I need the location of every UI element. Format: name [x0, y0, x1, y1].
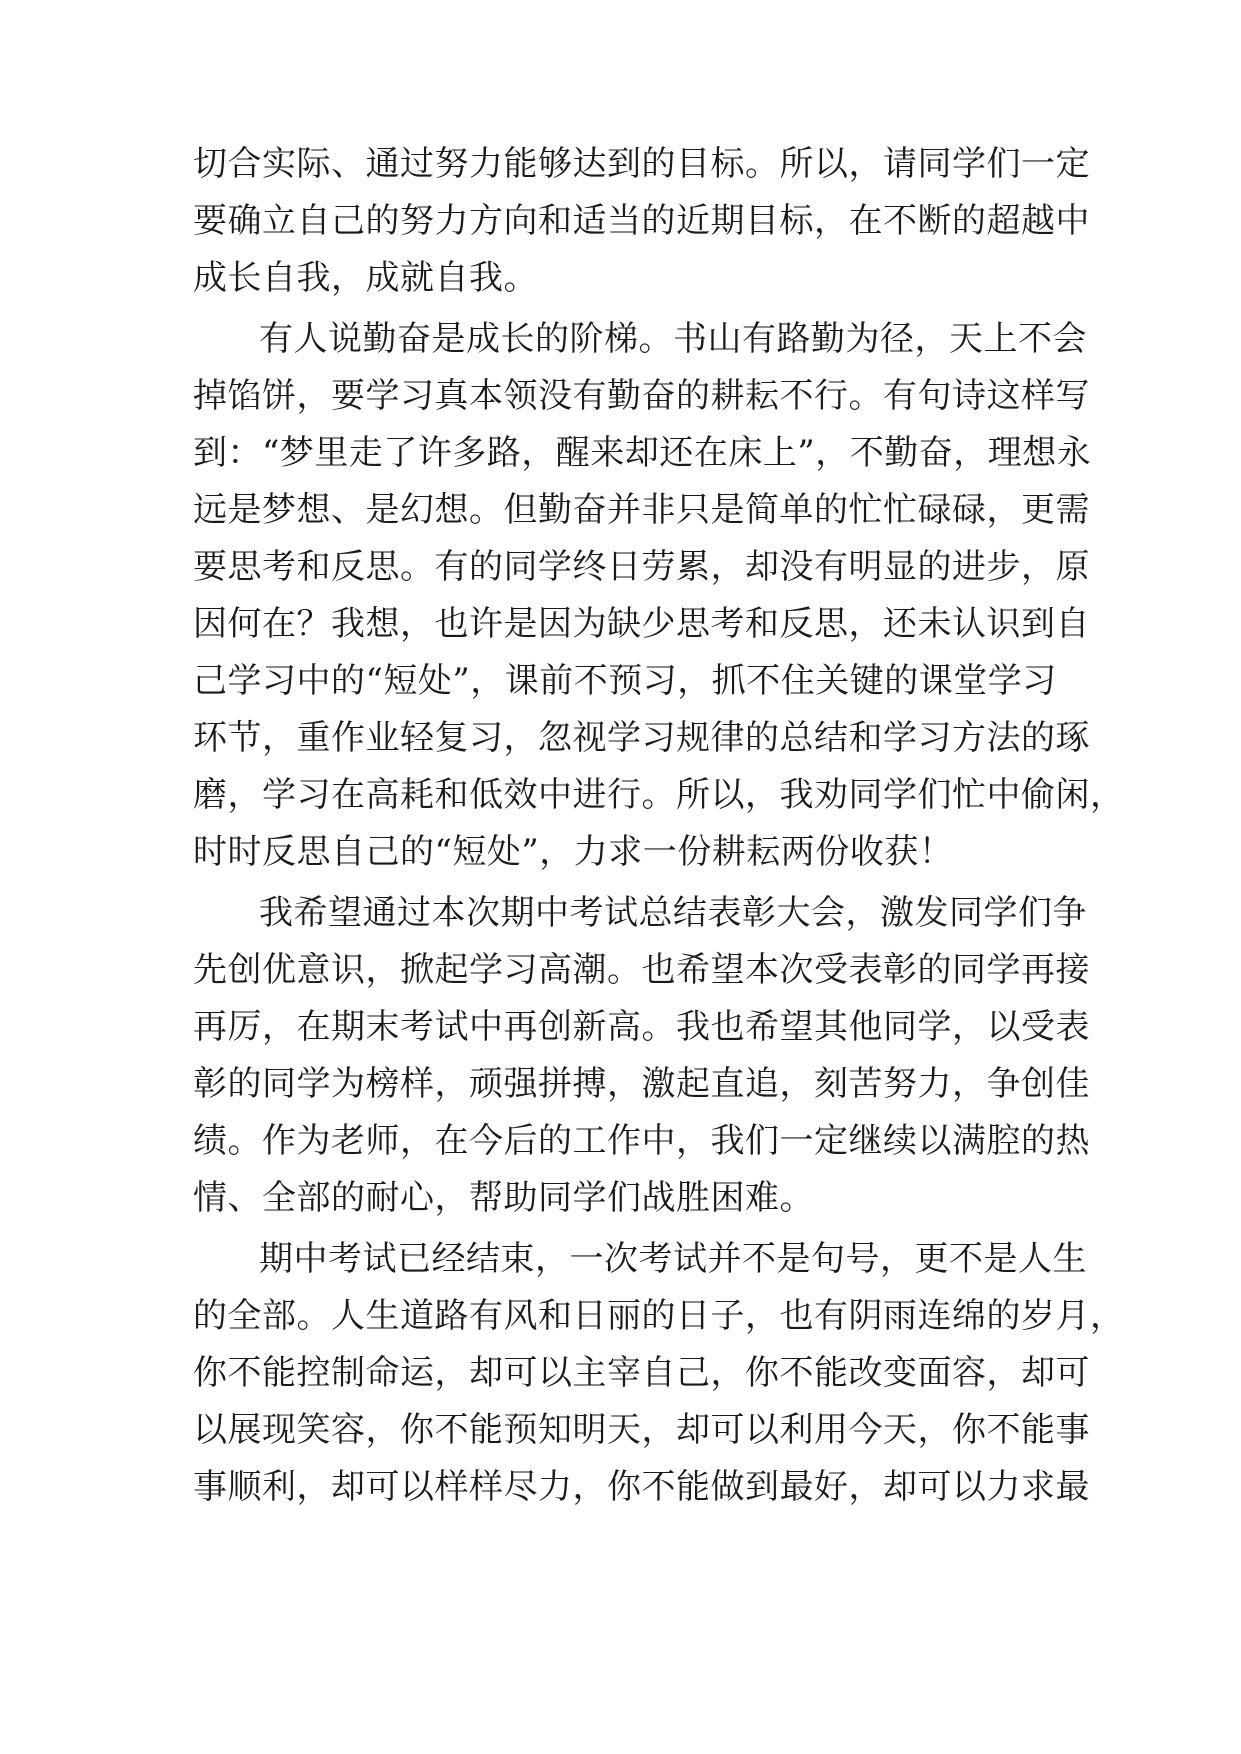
text-line: 要思考和反思。有的同学终日劳累，却没有明显的进步，原 — [193, 547, 1090, 587]
text-line: 的全部。人生道路有风和日丽的日子，也有阴雨连绵的岁月， — [193, 1296, 1125, 1336]
text-line: 远是梦想、是幻想。但勤奋并非只是简单的忙忙碌碌，更需 — [193, 490, 1090, 530]
text-line: 因何在？我想，也许是因为缺少思考和反思，还未认识到自 — [193, 604, 1090, 644]
text-line: 己学习中的“短处”，课前不预习，抓不住关键的课堂学习 — [193, 661, 1057, 701]
text-line: 彰的同学为榜样，顽强拼搏，激起直追，刻苦努力，争创佳 — [193, 1064, 1090, 1104]
text-line: 磨，学习在高耗和低效中进行。所以，我劝同学们忙中偷闲， — [193, 775, 1125, 815]
text-line: 先创优意识，掀起学习高潮。也希望本次受表彰的同学再接 — [193, 950, 1090, 990]
text-line: 时时反思自己的“短处”，力求一份耕耘两份收获！ — [193, 832, 954, 872]
text-line: 再厉，在期末考试中再创新高。我也希望其他同学，以受表 — [193, 1007, 1090, 1047]
text-line: 有人说勤奋是成长的阶梯。书山有路勤为径，天上不会 — [259, 319, 1087, 359]
text-line: 切合实际、通过努力能够达到的目标。所以，请同学们一定 — [193, 144, 1090, 184]
text-line: 成长自我，成就自我。 — [193, 258, 538, 298]
text-line: 要确立自己的努力方向和适当的近期目标，在不断的超越中 — [193, 201, 1090, 241]
text-line: 你不能控制命运，却可以主宰自己，你不能改变面容，却可 — [193, 1353, 1090, 1393]
text-line: 期中考试已经结束，一次考试并不是句号，更不是人生 — [259, 1239, 1087, 1279]
text-line: 我希望通过本次期中考试总结表彰大会，激发同学们争 — [259, 893, 1087, 933]
text-line: 掉馅饼，要学习真本领没有勤奋的耕耘不行。有句诗这样写 — [193, 376, 1090, 416]
text-line: 情、全部的耐心，帮助同学们战胜困难。 — [193, 1178, 814, 1218]
text-line: 到：“梦里走了许多路，醒来却还在床上”，不勤奋，理想永 — [193, 433, 1092, 473]
text-line: 环节，重作业轻复习，忽视学习规律的总结和学习方法的琢 — [193, 718, 1090, 758]
text-line: 绩。作为老师，在今后的工作中，我们一定继续以满腔的热 — [193, 1121, 1090, 1161]
text-line: 事顺利，却可以样样尽力，你不能做到最好，却可以力求最 — [193, 1467, 1090, 1507]
text-line: 以展现笑容，你不能预知明天，却可以利用今天，你不能事 — [193, 1410, 1090, 1450]
